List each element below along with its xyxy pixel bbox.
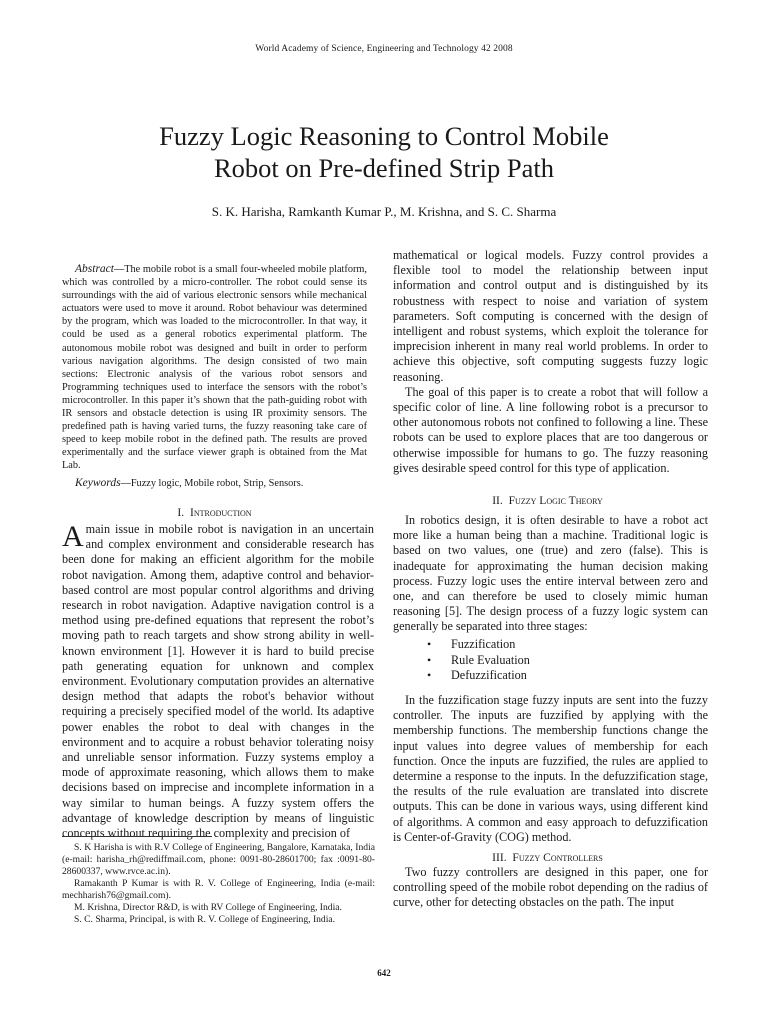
controllers-body <box>393 865 708 911</box>
footnote-item: S. K Harisha is with R.V College of Engineering, Bangalore, Karnataka, India (e-mail: harisha_rh@rediffmail.com, phone: 0091-80-28601700; fax :0091-80-28600337, www.rvce.ac.in). <box>62 842 375 877</box>
paragraph: In the fuzzification stage fuzzy inputs are sent into the fuzzy controller. The inputs are fuzzified by applying with the membership functions. The membership functions change the input values into degree values of membership for each function. Once the inputs are fuzzified, the rules are applied to determine a response to the inputs. In the defuzzification stage, the results of the rule evaluation are translated into discrete outputs. This can be done in various ways, using different kind of algorithms. A common and easy approach to defuzzification is Center-of-Gravity (COG) method. <box>393 693 708 844</box>
title-line-2: Robot on Pre-defined Strip Path <box>213 153 555 183</box>
keywords <box>62 477 367 490</box>
fuzzification-body <box>393 693 708 845</box>
keywords-label: Keywords— <box>75 477 131 489</box>
right-column-intro <box>393 248 708 476</box>
section-heading-fuzzy-logic-theory: II. Fuzzy Logic Theory <box>492 494 603 507</box>
list-item: • Defuzzification <box>427 668 527 682</box>
journal-header: World Academy of Science, Engineering and Technology 42 2008 <box>255 44 513 54</box>
paragraph: In robotics design, it is often desirable to have a robot act more like a human being than a machine. Traditional logic is based on two values, one (true) and zero (false). This is inadequate for approximating the human decision making process. Fuzzy logic uses the entire interval between zero and one, and can therefore be used to closely mimic human reasoning [5]. The design process of a fuzzy logic system can generally be separated into three stages: <box>393 513 708 634</box>
stage-list <box>427 637 687 684</box>
abstract <box>62 263 367 473</box>
footnote-rule <box>62 836 212 837</box>
paper-title <box>84 120 684 184</box>
title-line-1: Fuzzy Logic Reasoning to Control Mobile <box>159 121 609 151</box>
section-heading-fuzzy-controllers: III. Fuzzy Controllers <box>492 851 603 864</box>
bullet-icon: • <box>427 637 432 651</box>
paragraph: mathematical or logical models. Fuzzy control provides a flexible tool to model the relationship between input information and control output and is distinguished by its robustness with respect to noise and variation of system parameters. Soft computing is concerned with the design of intelligent and robust systems, which exploit the tolerance for imprecision inherent in many real world problems. In order to achieve this objective, soft computing suggests fuzzy logic reasoning. <box>393 248 708 384</box>
list-item: • Fuzzification <box>427 637 516 651</box>
bullet-icon: • <box>427 652 432 667</box>
bullet-icon: • <box>427 668 432 682</box>
footnote-item: S. C. Sharma, Principal, is with R. V. College of Engineering, India. <box>74 914 336 925</box>
paragraph: The goal of this paper is to create a robot that will follow a specific color of line. A line following robot is a precursor to other autonomous robots not confined to following a line. These robots can be used to explore places that are too dangerous or otherwise impossible for humans to go. The fuzzy reasoning gives desirable speed control for this type of application. <box>393 384 708 475</box>
theory-body <box>393 513 708 635</box>
author-list: S. K. Harisha, Ramkanth Kumar P., M. Krishna, and S. C. Sharma <box>211 204 557 219</box>
paragraph: Two fuzzy controllers are designed in this paper, one for controlling speed of the mobile robot depending on the radius of curve, other for detecting obstacles on the path. The input <box>393 865 708 910</box>
abstract-label: Abstract— <box>75 263 125 275</box>
footnote-item: M. Krishna, Director R&D, is with RV College of Engineering, India. <box>74 902 342 913</box>
introduction-text: main issue in mobile robot is navigation in an uncertain and complex environment and considerable research has been done for making an efficient algorithm for the mobile robot navigation. Among them, adaptive control and behavior-based control are most popular control algorithms and driving research in robot navigation. Adaptive navigation control is a method using pre-defined equations that represent the robot’s moving path to reach targets and show strong ability in well-known environment [1]. However it is hard to build precise path generating equation for unknown and complex environment. Evolutionary computation provides an alternative design method that adapts the robot's behavior without requiring a precisely specified model of the world. Its adaptive power enables the robot to deal with changes in the environment and to acquire a robust behavior tolerating noisy and unreliable sensor information. Fuzzy systems employ a mode of approximate reasoning, which allows them to make decisions based on imprecise and incomplete information in a way similar to human beings. A fuzzy system offers the advantage of knowledge description by means of linguistic concepts without requiring the complexity and precision of <box>62 522 374 841</box>
list-item: • Rule Evaluation <box>427 652 530 667</box>
drop-cap: A <box>62 520 84 553</box>
footnotes <box>62 842 375 926</box>
footnote-item: Ramakanth P Kumar is with R. V. College of Engineering, India (e-mail: mechharish76@gmail.com). <box>62 878 375 901</box>
abstract-text: The mobile robot is a small four-wheeled mobile platform, which was controlled by a micro-controller. The robot could sense its surroundings with the aid of various electronic sensors while mechanical actuators were used to move it around. Robot behaviour was determined by the program, which was loaded to the microcontroller. In that way, it could be used as a general robotics experimental platform. The autonomous mobile robot was designed and built in order to perform various navigation algorithms. The design consisted of two main sections: Electronic analysis of the various robot sensors and Programming techniques used to interface the sensors with the robot’s microcontroller. In this paper it’s shown that the path-guiding robot with IR sensors and obstacle detection is using IR proximity sensors. The predefined path is having varied turns, the fuzzy reasoning take care of speed to keep mobile robot in the defined path. The results are proved experimentally and the surface viewer graph is obtained from the Mat Lab. <box>62 264 367 472</box>
page-number: 642 <box>377 968 391 978</box>
keywords-text: Fuzzy logic, Mobile robot, Strip, Sensors. <box>130 478 304 489</box>
section-heading-introduction: I. Introduction <box>177 506 252 519</box>
introduction-body <box>62 522 374 841</box>
